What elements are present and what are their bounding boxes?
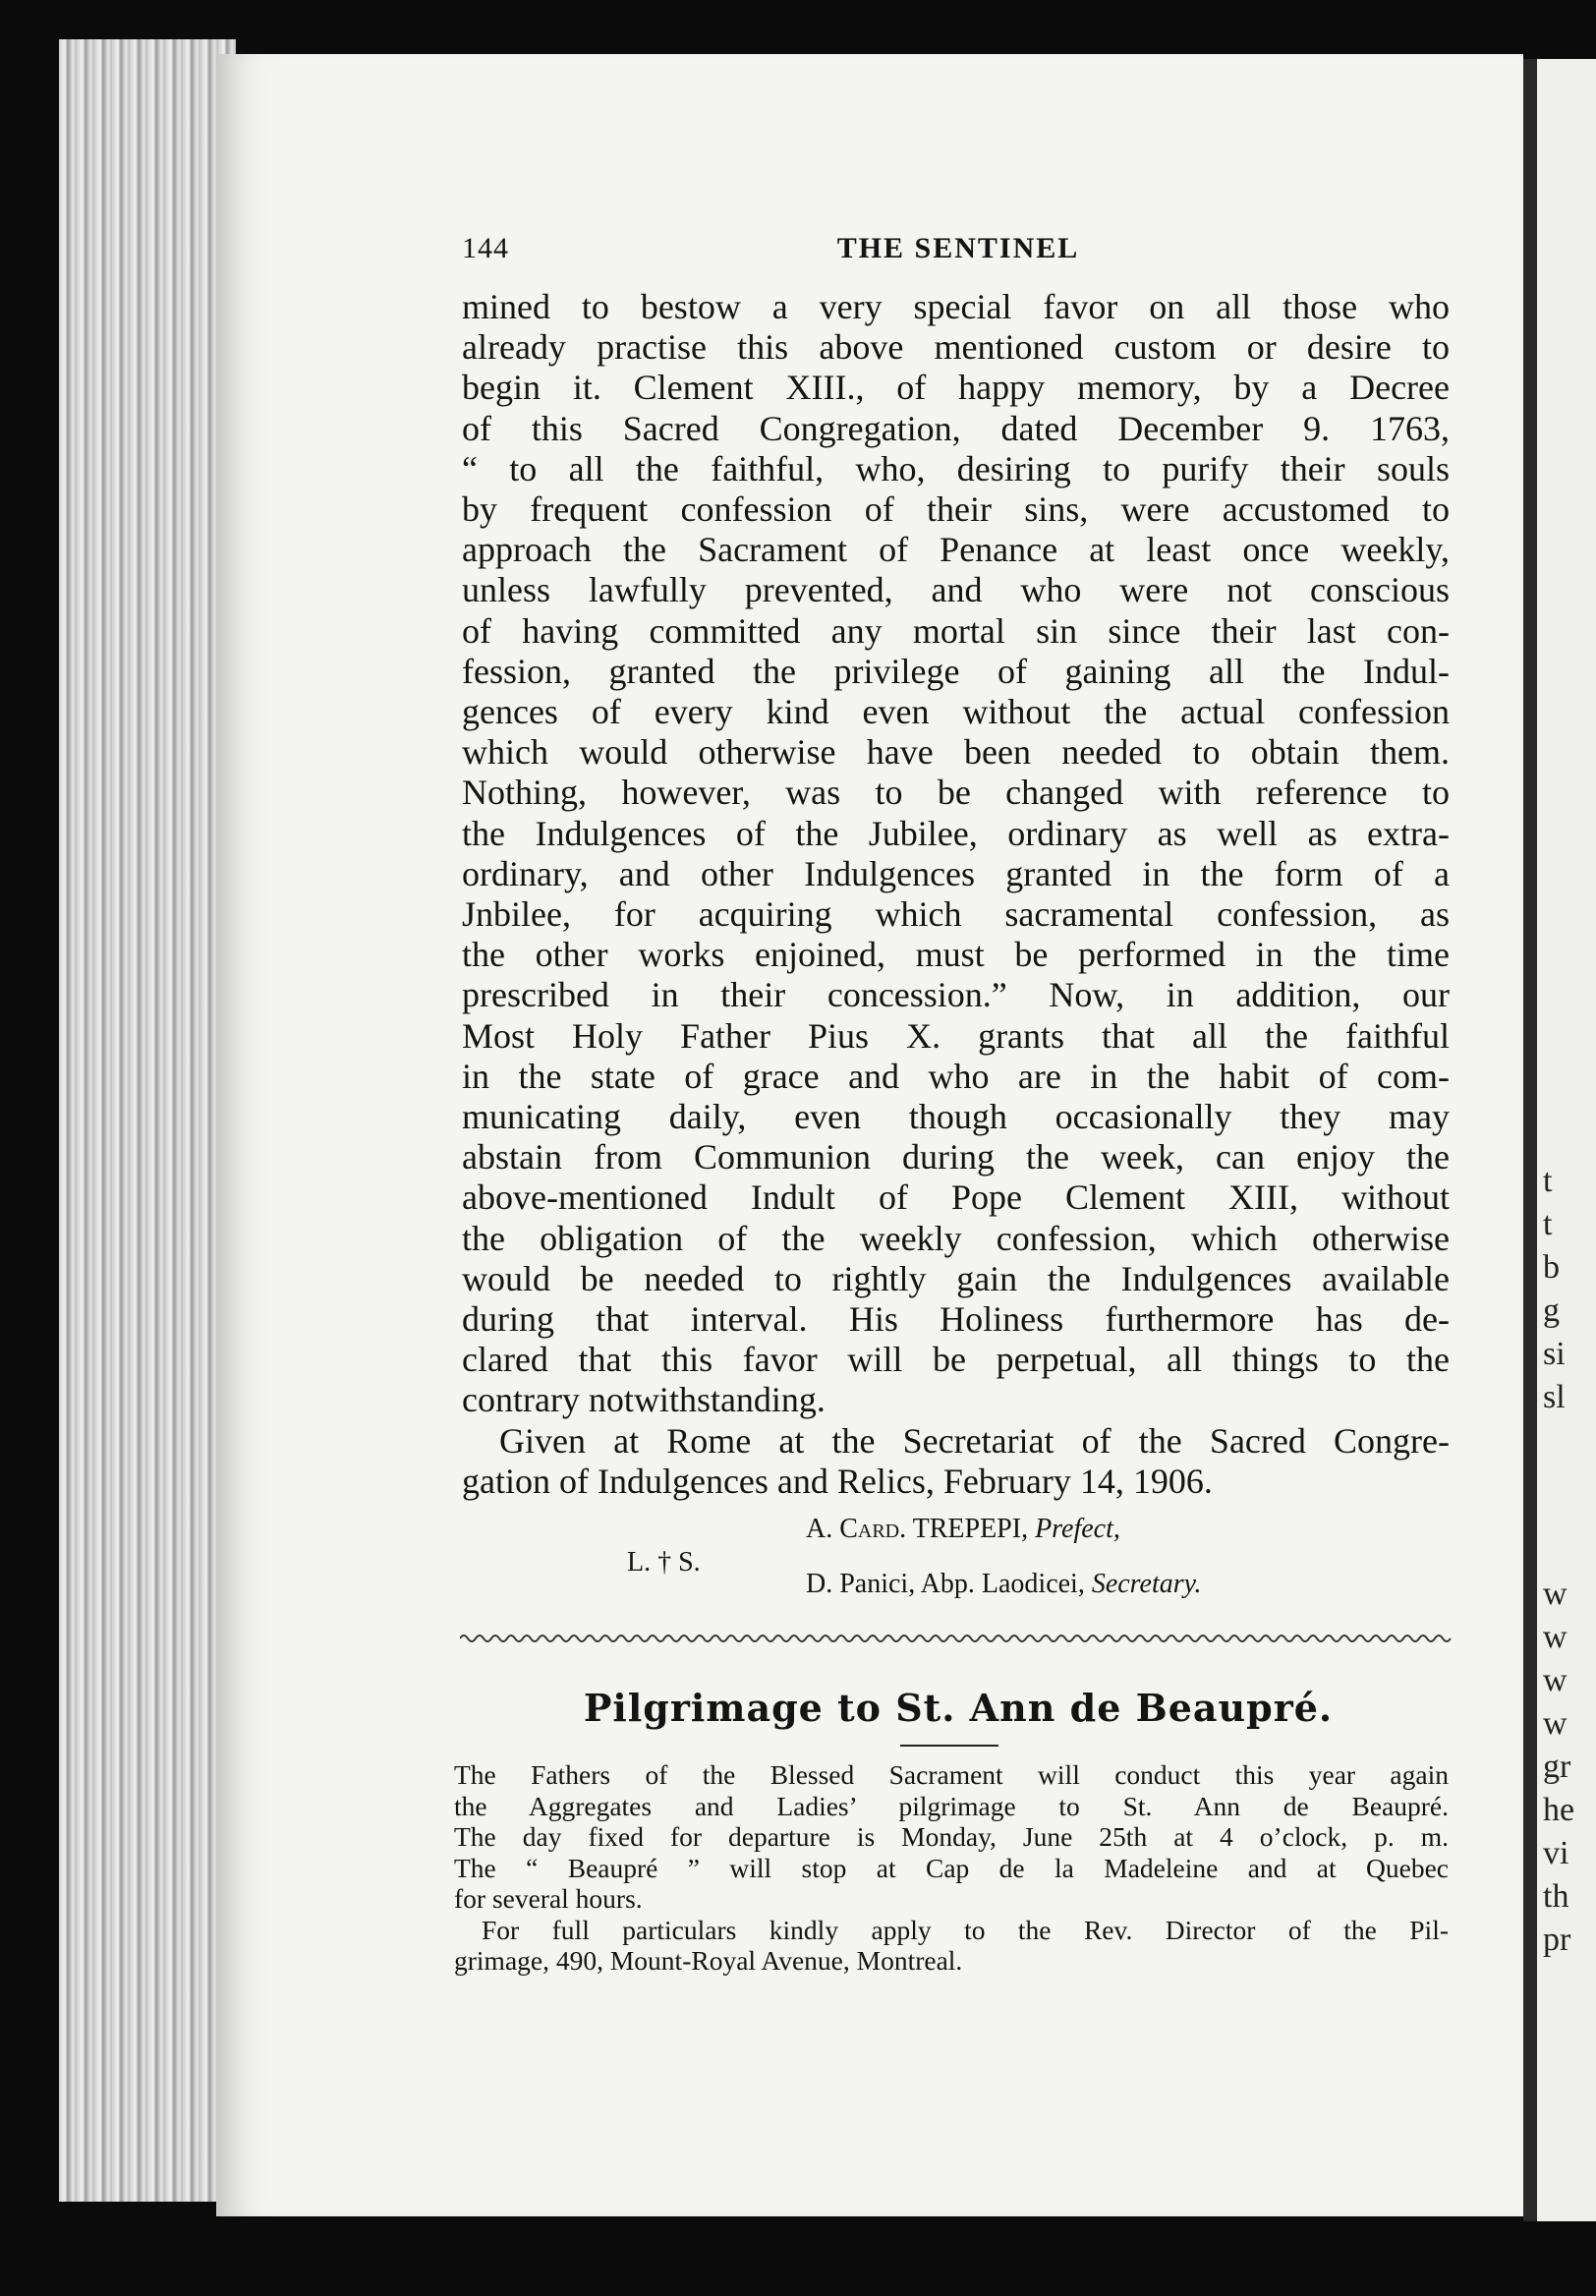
article-line: For full particulars kindly apply to the Rev. Director of the Pil- (482, 1914, 1449, 1945)
text-line: prescribed in their concession.” Now, in addition, our (462, 975, 1450, 1015)
article-body-text (454, 1759, 1449, 1977)
facing-page-letter: g (1543, 1292, 1560, 1329)
facing-page-letter: t (1543, 1163, 1553, 1199)
text-line: Nothing, however, was to be changed with reference to (462, 773, 1450, 813)
text-line: in the state of grace and who are in the habit of com- (462, 1056, 1450, 1096)
text-line: Jnbilee, for acquiring which sacramental confession, as (462, 894, 1450, 935)
text-line: of this Sacred Congregation, dated December 9. 1763, (462, 408, 1450, 448)
facing-page-fragment-b (1537, 1573, 1574, 1962)
text-line: clared that this favor will be perpetual, all things to the (462, 1340, 1450, 1380)
facing-page-fragment-a (1537, 1160, 1566, 1419)
text-line: ordinary, and other Indulgences granted in the form of a (462, 853, 1450, 893)
article-line: the Aggregates and Ladies’ pilgrimage to St. Ann de Beaupré. (454, 1790, 1449, 1821)
text-line: abstain from Communion during the week, can enjoy the (462, 1137, 1450, 1177)
text-line: which would otherwise have been needed to obtain them. (462, 732, 1450, 773)
signature-block (462, 1514, 1454, 1622)
book-page-edges (59, 39, 236, 2202)
facing-page-letter: t (1543, 1206, 1553, 1242)
text-line: approach the Sacrament of Penance at least once weekly, (462, 530, 1450, 570)
facing-page-letter: he (1543, 1792, 1575, 1828)
text-line: mined to bestow a very special favor on all those who (462, 287, 1450, 326)
title-rule (900, 1745, 998, 1747)
page-number: 144 (462, 232, 509, 264)
facing-page-letter: gr (1543, 1749, 1571, 1785)
text-line: begin it. Clement XIII., of happy memory, by a Decree (462, 368, 1450, 408)
text-line: by frequent confession of their sins, were accustomed to (462, 489, 1450, 530)
facing-page-letter: w (1543, 1576, 1568, 1612)
given-at-rome-line: Given at Rome at the Secretariat of the Sacred Congre- (499, 1420, 1450, 1461)
text-line: municating daily, even though occasionally they may (462, 1097, 1450, 1137)
text-line: the obligation of the weekly confession, which otherwise (462, 1218, 1450, 1258)
article-line: grimage, 490, Mount-Royal Avenue, Montreal. (454, 1945, 963, 1976)
facing-page-letter: vi (1543, 1835, 1569, 1871)
text-line: “ to all the faithful, who, desiring to purify their souls (462, 448, 1450, 488)
text-line: of having committed any mortal sin since their last con- (462, 610, 1450, 651)
text-line: Most Holy Father Pius X. grants that all the faithful (462, 1015, 1450, 1056)
article-title: Pilgrimage to St. Ann de Beaupré. (583, 1686, 1334, 1730)
prefect-name: A. Card. TREPEPI, (806, 1514, 1029, 1544)
running-title: THE SENTINEL (836, 232, 1080, 264)
text-line: gences of every kind even without the actual confession (462, 692, 1450, 732)
decree-body-text (462, 287, 1450, 1502)
facing-page-letter: w (1543, 1662, 1568, 1698)
text-line: fession, granted the privilege of gaining all the Indul- (462, 651, 1450, 691)
seal-mark: L. † S. (627, 1547, 701, 1578)
prefect-title: Prefect, (1035, 1514, 1120, 1544)
facing-page-letter: pr (1543, 1922, 1571, 1958)
text-line: the Indulgences of the Jubilee, ordinary as well as extra- (462, 813, 1450, 853)
text-line: during that interval. His Holiness furthermore has de- (462, 1299, 1450, 1340)
ornamental-wavy-rule (460, 1632, 1454, 1645)
text-line: above-mentioned Indult of Pope Clement XIII, without (462, 1177, 1450, 1218)
running-head (462, 232, 1454, 271)
text-line: the other works enjoined, must be performed in the time (462, 935, 1450, 975)
article-line: for several hours. (454, 1883, 643, 1914)
facing-page-letter: w (1543, 1705, 1568, 1742)
facing-page-letter: b (1543, 1249, 1560, 1286)
facing-page-edge (1523, 59, 1596, 2221)
facing-page-letter: w (1543, 1619, 1568, 1655)
text-line: would be needed to rightly gain the Indulgences available (462, 1258, 1450, 1298)
facing-page-letter: si (1543, 1336, 1566, 1372)
facing-page-letter: th (1543, 1878, 1569, 1915)
secretary-name: D. Panici, Abp. Laodicei, (806, 1569, 1085, 1599)
signature-prefect (806, 1514, 1120, 1545)
signature-secretary (806, 1569, 1202, 1600)
facing-page-letter: sl (1543, 1379, 1566, 1415)
given-at-rome-line: gation of Indulgences and Relics, February 14, 1906. (462, 1461, 1213, 1501)
article-line: The “ Beaupré ” will stop at Cap de la Madeleine and at Quebec (454, 1852, 1449, 1883)
text-line: contrary notwithstanding. (462, 1380, 826, 1420)
text-line: unless lawfully prevented, and who were not conscious (462, 570, 1450, 610)
text-line: already practise this above mentioned custom or desire to (462, 327, 1450, 368)
article-line: The day fixed for departure is Monday, June 25th at 4 o’clock, p. m. (454, 1821, 1449, 1852)
article-line: The Fathers of the Blessed Sacrament will conduct this year again (454, 1759, 1449, 1790)
secretary-title: Secretary. (1091, 1569, 1202, 1599)
